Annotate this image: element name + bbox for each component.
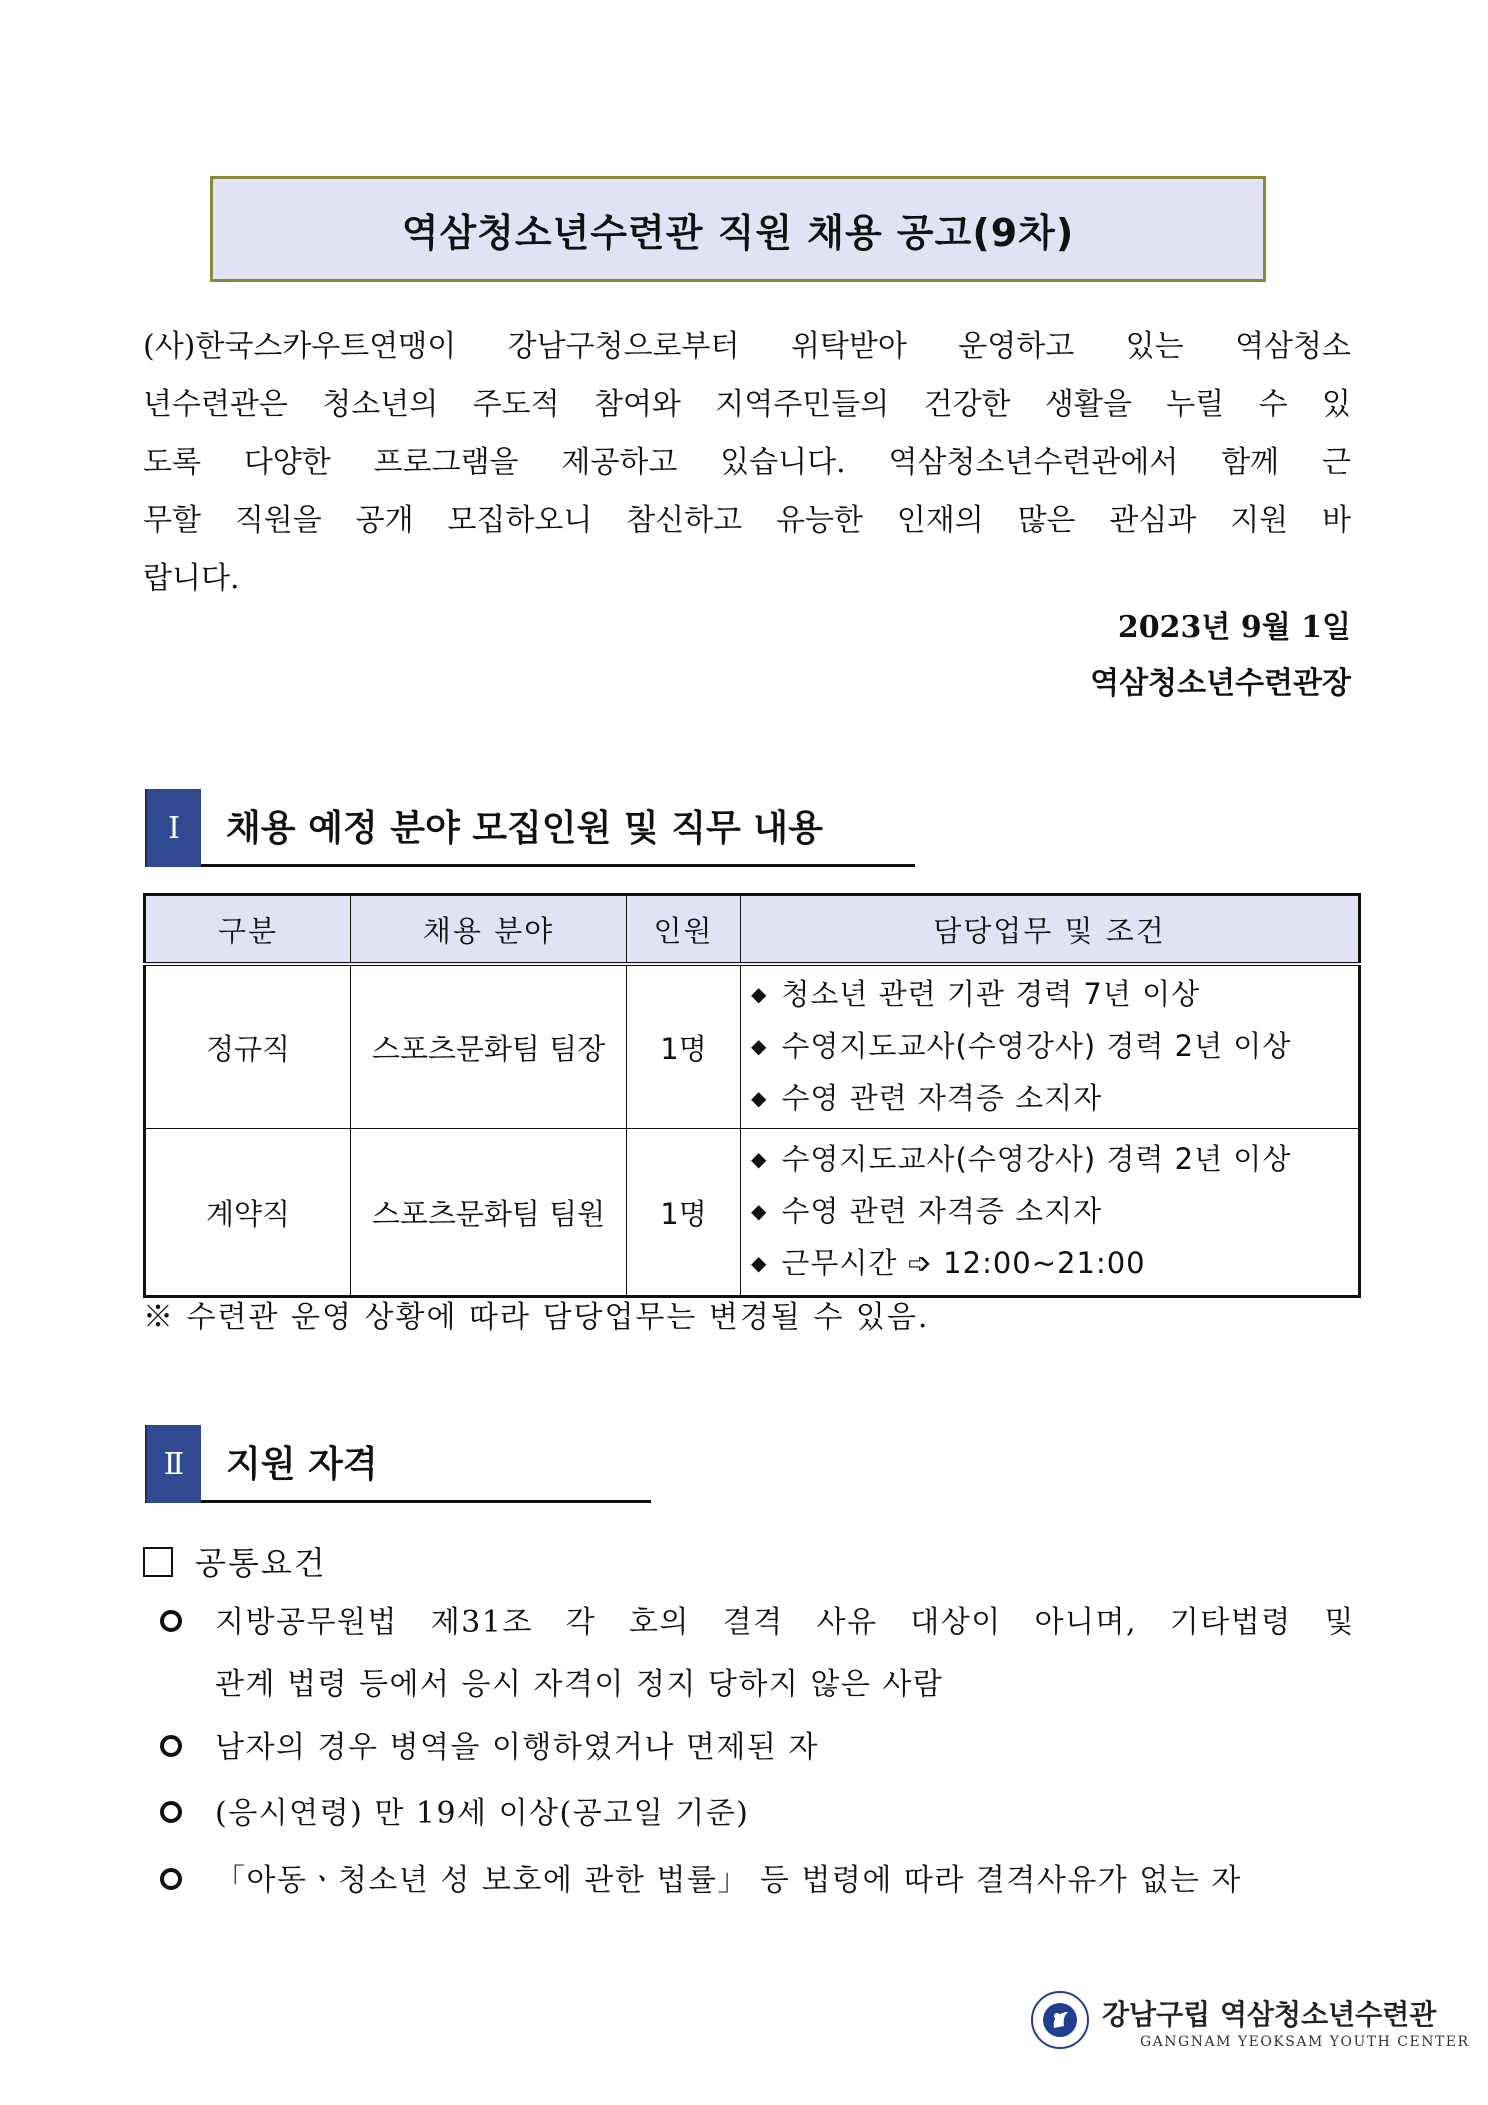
signature: 역삼청소년수련관장 — [1090, 666, 1351, 701]
intro-line: 무할 직원을 공개 모집하오니 참신하고 유능한 인재의 많은 관심과 지원 바 — [143, 503, 1351, 538]
qualification-item: 지방공무원법 제31조 각 호의 결격 사유 대상이 아니며, 기타법령 및 관계 법령 등에서 응시 자격이 정지 당하지 않은 사람 — [160, 1594, 1355, 1714]
diamond-bullet-icon: ◆ — [751, 1199, 768, 1223]
duty-item: ◆ 수영 관련 자격증 소지자 — [751, 1194, 1103, 1228]
duty-item: ◆ 근무시간 ➩ 12:00~21:00 — [751, 1246, 1146, 1280]
cell-duties — [741, 964, 1360, 1129]
intro-paragraph — [143, 318, 1351, 608]
diamond-bullet-icon: ◆ — [751, 1147, 768, 1171]
section2-title: 지원 자격 — [226, 1444, 378, 1485]
intro-line: 년수련관은 청소년의 주도적 참여와 지역주민들의 건강한 생활을 누릴 수 있 — [143, 387, 1351, 422]
cell-field: 스포츠문화팀 팀장 — [351, 964, 627, 1129]
diamond-bullet-icon: ◆ — [751, 982, 768, 1006]
page-title: 역삼청소년수련관 직원 채용 공고(9차) — [401, 210, 1075, 255]
qualification-item: 「아동ㆍ청소년 성 보호에 관한 법률」 등 법령에 따라 결격사유가 없는 자 — [160, 1852, 1355, 1910]
circle-bullet-icon — [160, 1868, 182, 1890]
col-header-type: 구분 — [145, 895, 351, 965]
intro-line: 랍니다. — [143, 561, 240, 596]
section2-underline — [201, 1500, 651, 1503]
cell-field: 스포츠문화팀 팀원 — [351, 1129, 627, 1297]
section1-number: Ⅰ — [145, 789, 201, 867]
diamond-bullet-icon: ◆ — [751, 1251, 768, 1275]
qualification-item: 남자의 경우 병역을 이행하였거나 면제된 자 — [160, 1719, 1355, 1777]
duty-item: ◆ 수영 관련 자격증 소지자 — [751, 1081, 1103, 1115]
section1-underline — [201, 864, 915, 867]
section1-title: 채용 예정 분야 모집인원 및 직무 내용 — [226, 808, 823, 849]
cell-type: 계약직 — [145, 1129, 351, 1297]
section2-number: Ⅱ — [145, 1425, 201, 1503]
jobs-table — [143, 893, 1361, 1298]
qualification-item: (응시연령) 만 19세 이상(공고일 기준) — [160, 1785, 1355, 1843]
common-requirements-heading: 공통요건 — [143, 1538, 327, 1584]
table-header-row — [145, 895, 1360, 965]
table-row — [145, 1129, 1360, 1297]
diamond-bullet-icon: ◆ — [751, 1086, 768, 1110]
footer-center-name: 강남구립 역삼청소년수련관 — [1102, 1998, 1437, 2031]
title-box — [210, 176, 1266, 282]
col-header-field: 채용 분야 — [351, 895, 627, 965]
duty-item: ◆ 수영지도교사(수영강사) 경력 2년 이상 — [751, 1142, 1292, 1176]
notice-date: 2023년 9월 1일 — [1117, 610, 1351, 645]
table-row — [145, 964, 1360, 1129]
circle-bullet-icon — [160, 1610, 182, 1632]
cell-count: 1명 — [627, 1129, 741, 1297]
circle-bullet-icon — [160, 1735, 182, 1757]
cell-type: 정규직 — [145, 964, 351, 1129]
diamond-bullet-icon: ◆ — [751, 1034, 768, 1058]
duty-item: ◆ 청소년 관련 기관 경력 7년 이상 — [751, 977, 1201, 1011]
cell-duties — [741, 1129, 1360, 1297]
footer-center-english: GANGNAM YEOKSAM YOUTH CENTER — [1140, 2034, 1470, 2050]
intro-line: (사)한국스카우트연맹이 강남구청으로부터 위탁받아 운영하고 있는 역삼청소 — [143, 329, 1351, 364]
checkbox-square-icon — [143, 1547, 173, 1577]
youth-center-logo-icon — [1030, 1990, 1090, 2050]
circle-bullet-icon — [160, 1801, 182, 1823]
cell-count: 1명 — [627, 964, 741, 1129]
col-header-duties: 담당업무 및 조건 — [741, 895, 1360, 965]
duty-item: ◆ 수영지도교사(수영강사) 경력 2년 이상 — [751, 1029, 1292, 1063]
col-header-count: 인원 — [627, 895, 741, 965]
intro-line: 도록 다양한 프로그램을 제공하고 있습니다. 역삼청소년수련관에서 함께 근 — [143, 445, 1351, 480]
table-note: ※ 수련관 운영 상황에 따라 담당업무는 변경될 수 있음. — [143, 1300, 930, 1335]
